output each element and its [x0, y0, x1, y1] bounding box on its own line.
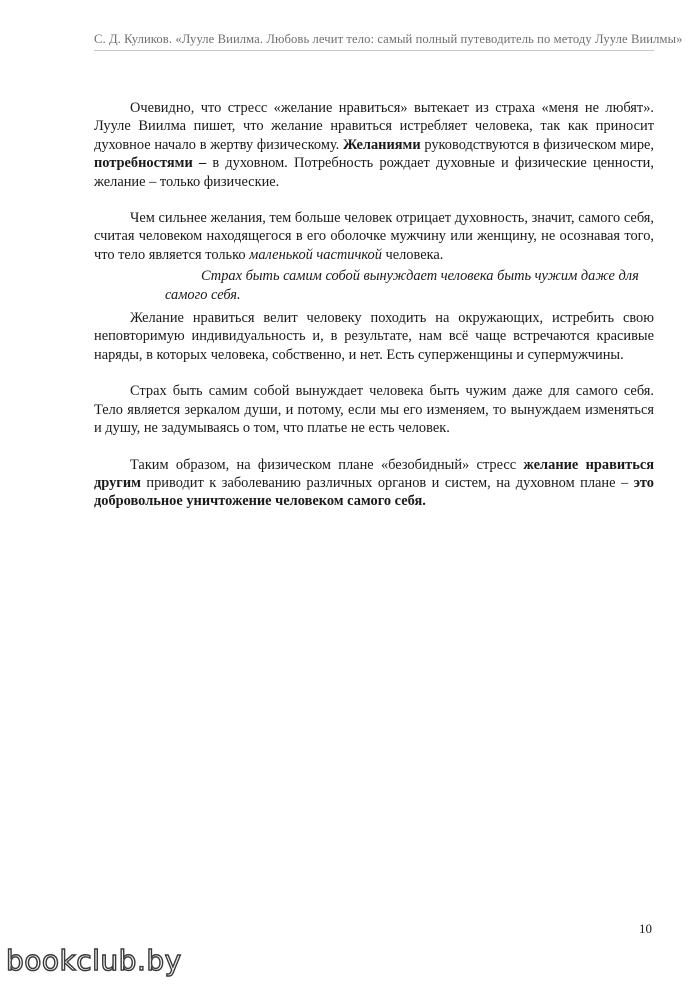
page-number: 10	[639, 921, 652, 936]
quote-line-1: Страх быть самим собой вынуждает человека быть чужим даже для	[201, 268, 639, 285]
p2-text-a: Чем сильнее желания, тем больше человек отрицает духовность, значит, самого себя, считая человеком находящегося в его оболочке мужчину или женщину, не осознавая того, что тело является только	[94, 210, 654, 263]
p5-text-a: Таким образом, на физическом плане «безобидный» стресс	[130, 456, 524, 473]
p5-bold-want-to-please: желание нравиться другим	[94, 456, 654, 491]
paragraph-5	[94, 456, 654, 511]
paragraph-3: Желание нравиться велит человеку походить на окружающих, истребить свою неповторимую индивидуальность и, в результате, нам всё чаще встречаются красивые наряды, в которых человека, собственно, и нет. Есть суперженщины и супермужчины.	[94, 310, 654, 363]
paragraph-4: Страх быть самим собой вынуждает человека быть чужим даже для самого себя. Тело является зеркалом души, и потому, если мы его изменяем, то вынуждаем изменяться и душу, не задумываясь о том, что платье не есть человек.	[94, 383, 654, 437]
watermark-logo: bookclub.by	[6, 944, 182, 977]
running-header: С. Д. Куликов. «Лууле Виилма. Любовь лечит тело: самый полный путеводитель по методу Лууле Виилмы»	[94, 32, 683, 46]
p2-text-c: человека.	[381, 246, 444, 263]
p1-text-e: в духовном. Потребность рождает духовные и физические ценности, желание – только физические.	[94, 155, 654, 190]
paragraph-2	[94, 209, 654, 264]
paragraph-1	[94, 99, 654, 191]
p1-bold-desires: Желаниями	[343, 136, 421, 153]
header-divider	[94, 50, 654, 51]
p1-bold-needs: потребностями –	[94, 155, 207, 172]
p1-text-c: руководствуются в физическом мире,	[420, 136, 655, 153]
p2-italic-part: маленькой частичкой	[249, 246, 382, 263]
p5-bold-conclusion: это добровольное уничтожение человеком самого себя.	[94, 474, 654, 510]
p1-text-a: Очевидно, что стресс «желание нравиться» вытекает из страха «меня не любят». Лууле Виилма пишет, что желание нравиться истребляет человека, так как приносит духовное начало в жертву физическому.	[94, 100, 654, 153]
pull-quote	[94, 267, 654, 304]
p5-text-c: приводит к заболеванию различных органов и систем, на духовном плане –	[140, 474, 634, 491]
page-body	[94, 99, 654, 511]
quote-line-2: самого себя.	[165, 286, 241, 303]
